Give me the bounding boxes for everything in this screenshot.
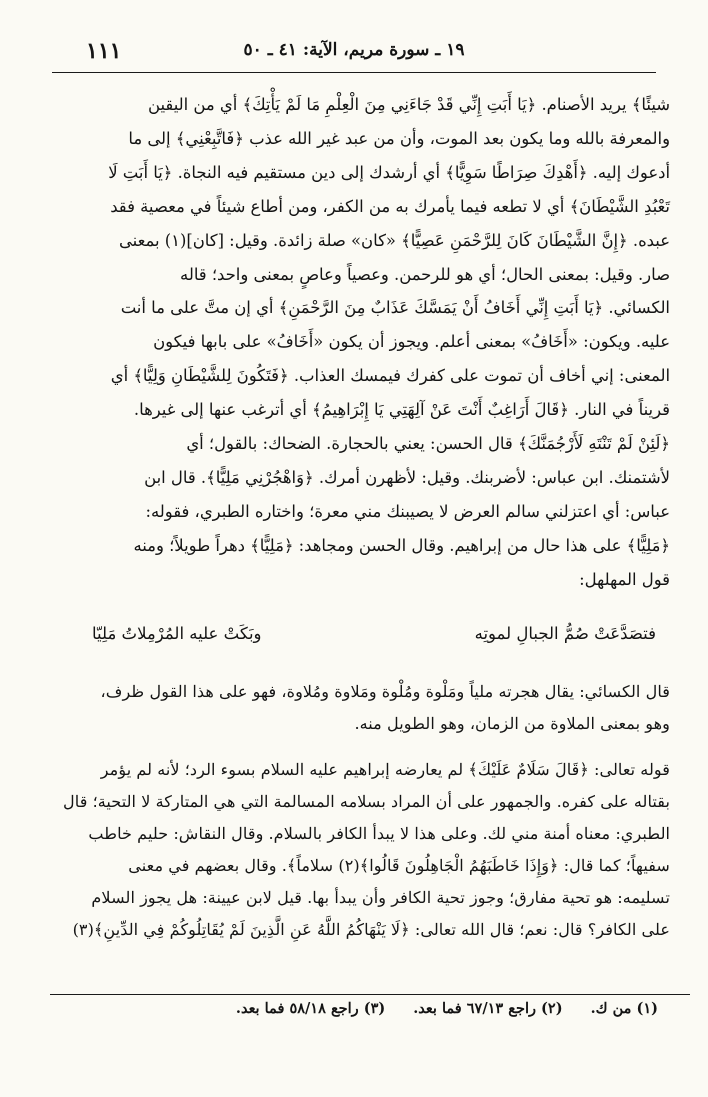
text-line: عبده. ﴿إِنَّ الشَّيْطَانَ كَانَ لِلرَّحْمَنِ عَصِيًّا﴾ «كان» صلة زائدة. وقيل: [كان](١) بمعنى (118, 230, 670, 250)
text-line: وهو بمعنى الملاوة من الزمان، وهو الطويل منه. (354, 714, 670, 733)
text-line: الطبري: معناه أمنة مني لك. وعلى هذا لا يبدأ الكافر بالسلام. وقال النقاش: حليم خاطب (88, 824, 670, 843)
text-line: تسليمه: هو تحية مفارق؛ وجوز تحية الكافر وأن يبدأ بها. قيل لابن عيينة: هل يجوز السلام (91, 888, 670, 907)
text-line: ﴿مَلِيًّا﴾ على هذا حال من إبراهيم. وقال الحسن ومجاهد: ﴿مَلِيًّا﴾ دهراً طويلاً؛ ومنه (133, 535, 670, 555)
text-line: الكسائي. ﴿يَا أَبَتِ إِنِّي أَخَافُ أَنْ يَمَسَّكَ عَذَابٌ مِنَ الرَّحْمَنِ﴾ أي إن متَّ على ما أنت (120, 298, 670, 318)
commentary-text (50, 88, 670, 597)
text-line: سفيهاً؛ كما قال: ﴿وَإِذَا خَاطَبَهُمُ الْجَاهِلُونَ قَالُوا﴾(٢) سلاماً﴾. وقال بعضهم في معنى (128, 856, 670, 875)
text-line: ﴿لَئِنْ لَمْ تَنْتَهِ لَأَرْجُمَنَّكَ﴾ قال الحسن: يعني بالحجارة. الضحاك: بالقول؛ أي (186, 434, 670, 454)
text-line: صار. وقيل: بمعنى الحال؛ أي هو للرحمن. وعصياً وعاصٍ بمعنى واحد؛ قاله (180, 264, 670, 284)
text-line: قال الكسائي: يقال هجرته ملياً ومَلْوة ومُلْوة ومَلاوة ومُلاوة، فهو على هذا القول ظرف، (100, 682, 670, 701)
poem-second-hemistich: وبَكَتْ عليه المُرْمِلاتُ مَلِيّا (92, 624, 262, 643)
footnote-rule (50, 994, 690, 995)
footnote-3: (٣) راجع ٥٨/١٨ فما بعد. (235, 1000, 386, 1017)
header-rule (52, 72, 656, 73)
page-number: ١١١ (86, 38, 122, 64)
text-line: والمعرفة بالله وما يكون بعد الموت، وأن من عبد غير الله عذب ﴿فَاتَّبِعْنِي﴾ إلى ما (128, 128, 670, 148)
running-title: ١٩ ـ سورة مريم، الآية: ٤١ ـ ٥٠ (243, 40, 465, 60)
text-line: شيئًا﴾ يريد الأصنام. ﴿يَا أَبَتِ إِنِّي قَدْ جَاءَنِي مِنَ الْعِلْمِ مَا لَمْ يَأْتِكَ﴾ أي من اليقين (147, 95, 670, 114)
text-line: أدعوك إليه. ﴿أَهْدِكَ صِرَاطًا سَوِيًّا﴾ أي أرشدك إلى دين مستقيم فيه النجاة. ﴿يَا أَبَتِ لَا (108, 162, 670, 182)
paragraph-gap (50, 740, 670, 754)
text-line: المعنى: إني أخاف أن تموت على كفرك فيمسك العذاب. ﴿فَتَكُونَ لِلشَّيْطَانِ وَلِيًّا﴾ أي (110, 366, 670, 386)
footnotes (236, 1000, 658, 1017)
poem-verse (92, 624, 656, 664)
text-line: تَعْبُدِ الشَّيْطَانَ﴾ أي لا تطعه فيما يأمرك به من الكفر، ومن أطاع شيئاً في معصية فقد (110, 196, 670, 216)
poem-first-hemistich: فتصَدَّعَتْ صُمُّ الجبالِ لموتِه (474, 624, 656, 643)
footnote-1: (١) من ك. (590, 1000, 658, 1017)
text-line: قول المهلهل: (579, 569, 670, 589)
continued-text (50, 676, 670, 946)
page-header (52, 34, 656, 72)
text-line: على الكافر؟ قال: نعم؛ قال الله تعالى: ﴿لَا يَنْهَاكُمُ اللَّهُ عَنِ الَّذِينَ لَمْ يُقَاتِلُوكُمْ فِي الدِّينِ﴾(٣) (72, 920, 670, 939)
text-line: قوله تعالى: ﴿قَالَ سَلَامٌ عَلَيْكَ﴾ لم يعارضه إبراهيم عليه السلام بسوء الرد؛ لأنه لم يؤمر (100, 760, 670, 779)
text-line: قريناً في النار. ﴿قَالَ أَرَاغِبٌ أَنْتَ عَنْ آلِهَتِي يَا إِبْرَاهِيمُ﴾ أي أترغب عنها إلى غيرها. (133, 400, 670, 420)
text-line: عباس: أي اعتزلني سالم العرض لا يصيبنك مني معرة؛ واختاره الطبري، فقوله: (145, 501, 670, 521)
text-line: بقتاله على كفره. والجمهور على أن المراد بسلامه المسالمة التي هي المتاركة لا التحية؛ قال (63, 792, 670, 811)
text-line: لأشتمنك. ابن عباس: لأضربنك. وقيل: لأظهرن أمرك. ﴿وَاهْجُرْنِي مَلِيًّا﴾. قال ابن (144, 467, 670, 487)
footnote-2: (٢) راجع ٦٧/١٣ فما بعد. (413, 1000, 563, 1017)
text-line: عليه. ويكون: «أَخَافُ» بمعنى أعلم. ويجوز أن يكون «أَخَافُ» على بابها فيكون (153, 332, 670, 352)
